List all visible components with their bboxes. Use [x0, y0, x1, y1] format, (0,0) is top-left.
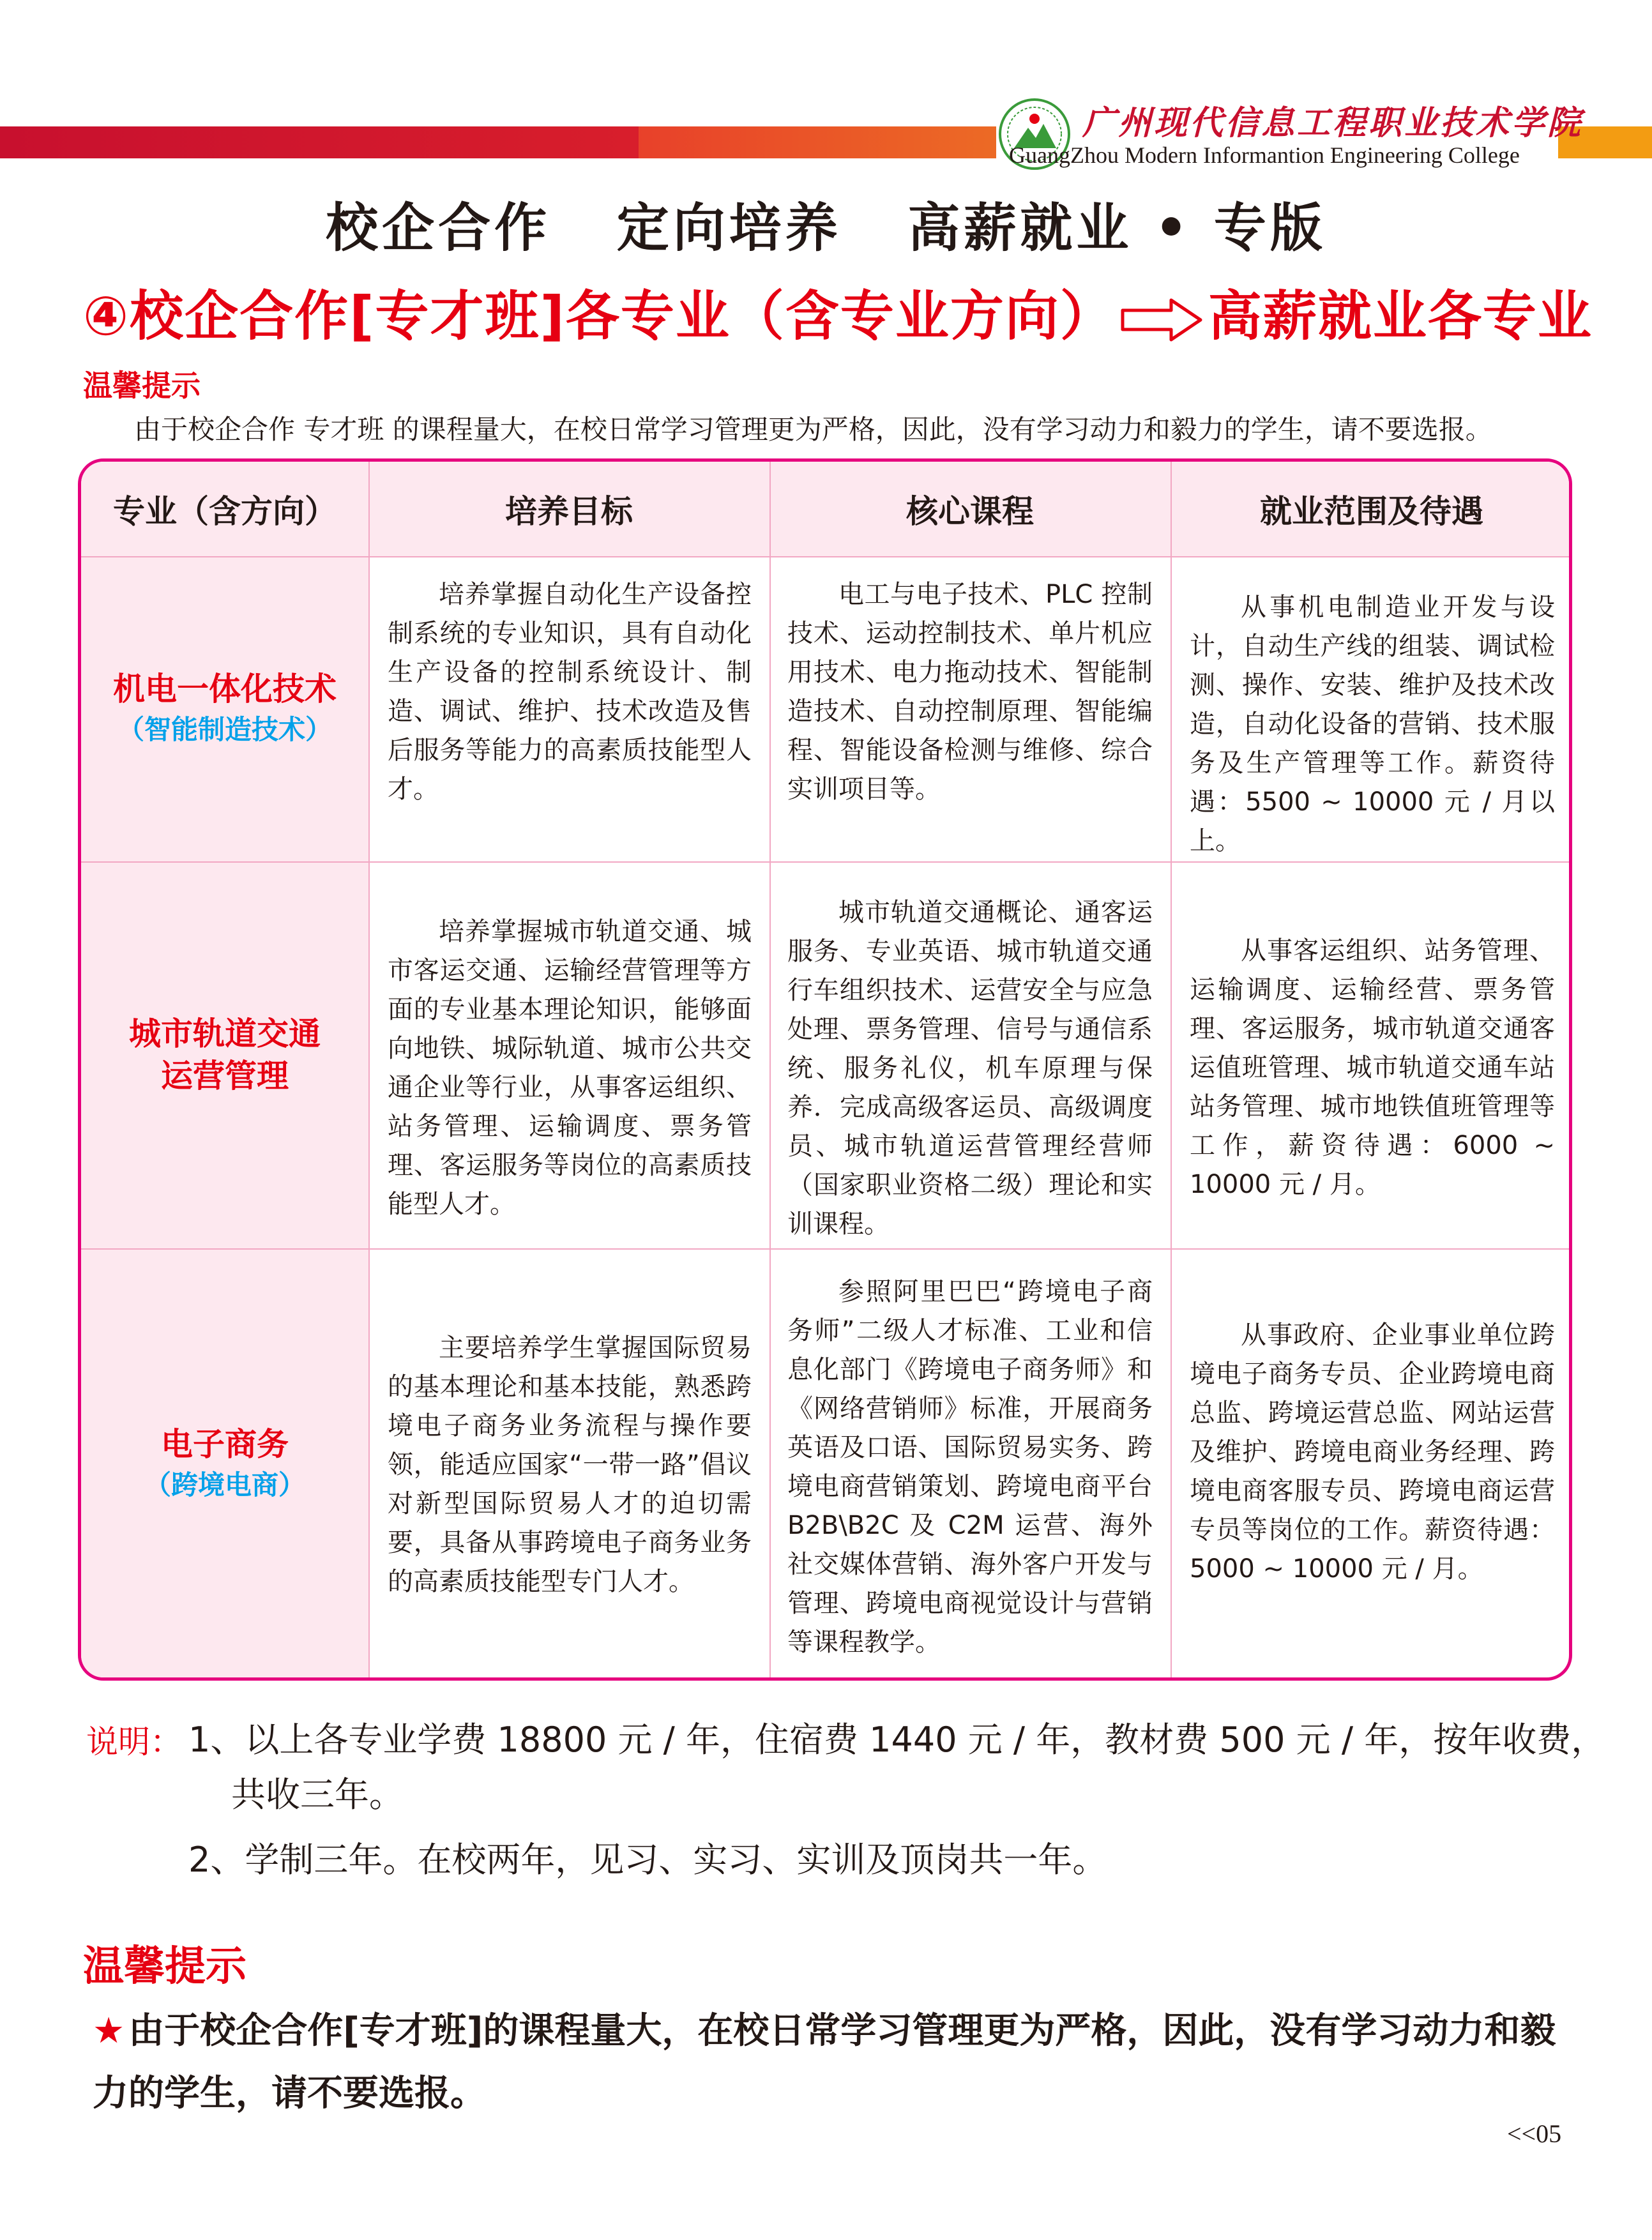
majors-table: [78, 458, 1572, 1681]
page-number: <<05: [1507, 2119, 1562, 2148]
table-header-goal: 培养目标: [505, 493, 633, 530]
cell-courses: 电工与电子技术、PLC 控制技术、运动控制技术、单片机应用技术、电力拖动技术、智能制造技术、自动控制原理、智能编程、智能设备检测与维修、综合实训项目等。: [787, 580, 1153, 804]
star-icon: ★: [93, 2010, 125, 2052]
subtitle-right: 高薪就业各专业: [1208, 285, 1593, 347]
header-band-red: [0, 126, 639, 158]
cell-courses: 参照阿里巴巴“跨境电子商务师”二级人才标准、工业和信息化部门《跨境电子商务师》和《网络营销师》标准，开展商务英语及口语、国际贸易实务、跨境电商营销策划、跨境电商平台 B2B\B2C 及 C2M 运营、海外社交媒体营销、海外客户开发与管理、跨境电商视觉设计与营销等课程教学。: [787, 1277, 1153, 1657]
major-name: 城市轨道交通运营管理: [129, 1015, 321, 1094]
tip-top-heading: 温馨提示: [83, 368, 201, 403]
table-row: [81, 556, 368, 861]
school-name-en: GuangZhou Modern Informantion Engineering College: [1009, 142, 1520, 168]
header-band-orange: [639, 126, 996, 158]
table-header-courses: 核心课程: [906, 493, 1034, 530]
table-row: [81, 1248, 368, 1680]
table-header-major: 专业（含方向）: [113, 493, 337, 530]
major-name: 机电一体化技术: [113, 670, 337, 708]
table-divider: [769, 462, 771, 1677]
table-divider: [1171, 462, 1172, 1677]
table-header-jobs: 就业范围及待遇: [1260, 493, 1483, 530]
page-subtitle: [83, 273, 1593, 351]
school-name-cn: 广州现代信息工程职业技术学院: [1082, 103, 1584, 142]
tip-bottom-heading: 温馨提示: [83, 1943, 246, 1990]
table-divider: [368, 462, 370, 1677]
cell-jobs: 从事客运组织、站务管理、运输调度、运输经营、票务管理、客运服务，城市轨道交通客运值班管理、城市轨道交通车站站务管理、城市地铁值班管理等工作，薪资待遇：6000 ~ 10000 元 / 月。: [1190, 936, 1555, 1199]
cell-jobs: 从事政府、企业事业单位跨境电子商务专员、企业跨境电商总监、跨境运营总监、网站运营及维护、跨境电商业务经理、跨境电商客服专员、跨境电商运营专员等岗位的工作。薪资待遇：5000 ~ 10000 元 / 月。: [1190, 1321, 1555, 1584]
major-direction: （跨境电商）: [144, 1469, 305, 1501]
subtitle-left: ④校企合作[专才班]各专业（含专业方向）: [83, 285, 1115, 347]
cell-courses: 城市轨道交通概论、通客运服务、专业英语、城市轨道交通行车组织技术、运营安全与应急处理、票务管理、信号与通信系统、服务礼仪，机车原理与保养．完成高级客运员、高级调度员、城市轨道运营管理经营师（国家职业资格二级）理论和实训课程。: [787, 898, 1153, 1239]
notes-line-2: 2、学制三年。在校两年，见习、实习、实训及顶岗共一年。: [188, 1840, 1107, 1880]
notes-line-1-cont: 共收三年。: [231, 1775, 404, 1815]
cell-goal: 培养掌握城市轨道交通、城市客运交通、运输经营管理等方面的专业基本理论知识，能够面向地铁、城际轨道、城市公共交通企业等行业，从事客运组织、站务管理、运输调度、票务管理、客运服务等岗位的高素质技能型人才。: [388, 917, 752, 1219]
cell-goal: 主要培养学生掌握国际贸易的基本理论和基本技能，熟悉跨境电子商务业务流程与操作要领，能适应国家“一带一路”倡议对新型国际贸易人才的迫切需要，具备从事跨境电子商务业务的高素质技能型专门人才。: [388, 1333, 752, 1596]
cell-jobs: 从事机电制造业开发与设计，自动生产线的组装、调试检测、操作、安装、维护及技术改造，自动化设备的营销、技术服务及生产管理等工作。薪资待遇：5500 ~ 10000 元 / 月以上。: [1190, 593, 1555, 856]
outline-arrow-right-icon: [1120, 298, 1203, 342]
tip-bottom-text: [93, 2000, 1580, 2125]
tip-top-text: 由于校企合作 专才班 的课程量大，在校日常学习管理更为严格，因此，没有学习动力和毅力的学生，请不要选报。: [134, 414, 1492, 445]
cell-goal: 培养掌握自动化生产设备控制系统的专业知识，具有自动化生产设备的控制系统设计、制造、调试、维护、技术改造及售后服务等能力的高素质技能型人才。: [388, 580, 752, 804]
major-name: 电子商务: [161, 1426, 289, 1463]
notes-label: 说明：: [86, 1723, 182, 1760]
tip-bottom-text-content: 由于校企合作[专才班]的课程量大，在校日常学习管理更为严格，因此，没有学习动力和毅力的学生，请不要选报。: [93, 2010, 1556, 2114]
notes-line-1: 1、以上各专业学费 18800 元 / 年，住宿费 1440 元 / 年，教材费 500 元 / 年，按年收费，: [188, 1720, 1606, 1760]
page-title: 校企合作 定向培养 高薪就业 • 专版: [326, 198, 1326, 259]
table-row: [81, 861, 368, 1248]
major-direction: （智能制造技术）: [117, 714, 332, 745]
